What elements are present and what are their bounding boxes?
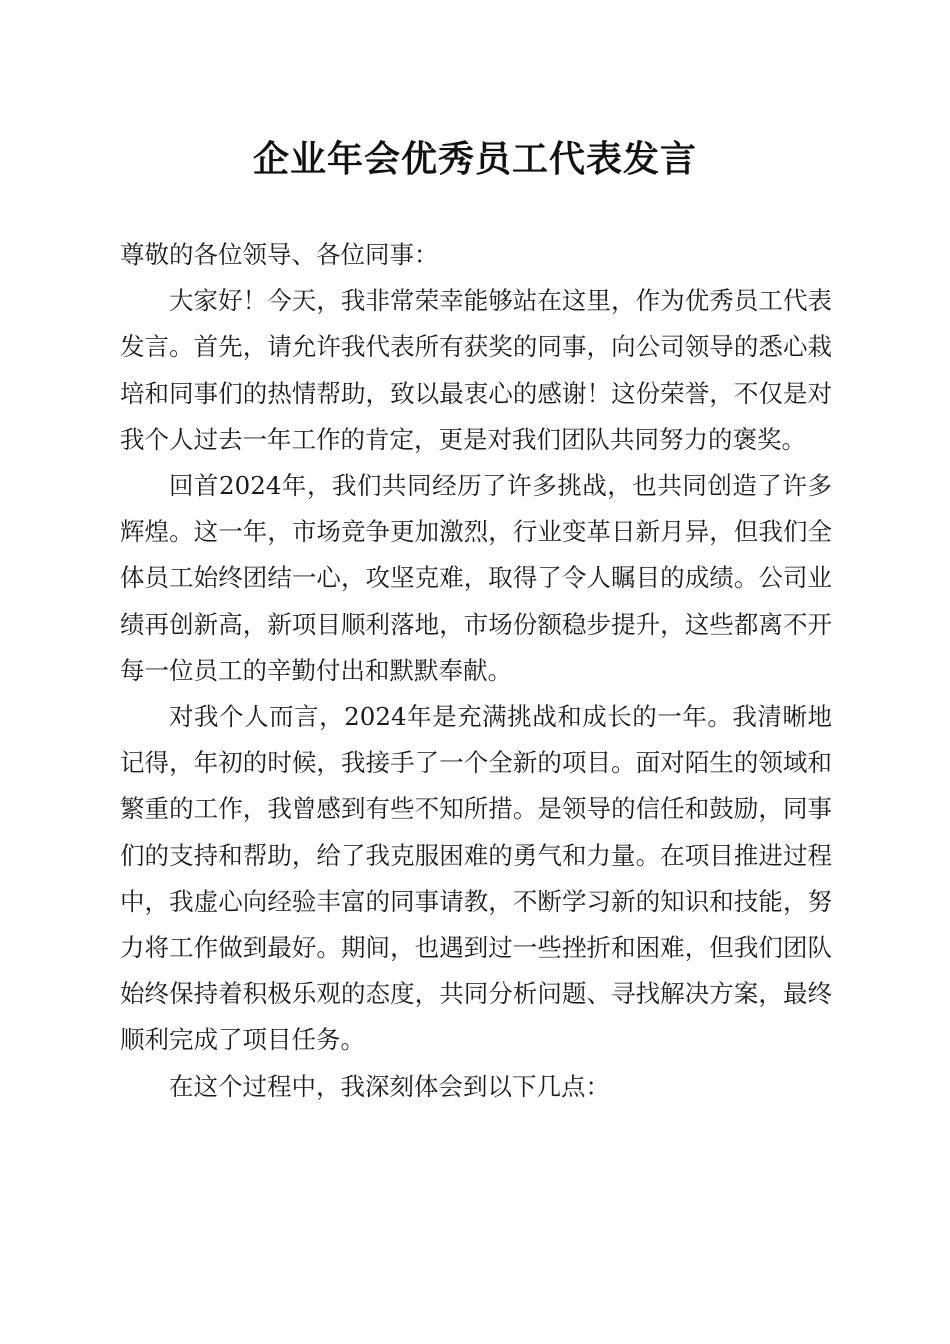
salutation: 尊敬的各位领导、各位同事： [120,240,439,269]
document-title: 企业年会优秀员工代表发言 [252,138,697,180]
document-body [120,232,832,1110]
paragraph-lessons-intro: 在这个过程中，我深刻体会到以下几点： [169,1071,610,1101]
paragraph-personal-growth: 对我个人而言，2024年是充满挑战和成长的一年。我清晰地记得，年初的时候，我接手了一个全新的项目。面对陌生的领域和繁重的工作，我曾感到有些不知所措。是领导的信任和鼓励，同事们的支持和帮助，给了我克服困难的勇气和力量。在项目推进过程中，我虚心向经验丰富的同事请教，不断学习新的知识和技能，努力将工作做到最好。期间，也遇到过一些挫折和困难，但我们团队始终保持着积极乐观的态度，共同分析问题、寻找解决方案，最终顺利完成了项目任务。 [120,702,832,1055]
paragraph-thanks: 大家好！今天，我非常荣幸能够站在这里，作为优秀员工代表发言。首先，请允许我代表所有获奖的同事，向公司领导的悉心栽培和同事们的热情帮助，致以最衷心的感谢！这份荣誉，不仅是对我个人过去一年工作的肯定，更是对我们团队共同努力的褒奖。 [120,286,832,454]
paragraph-review-2024: 回首2024年，我们共同经历了许多挑战，也共同创造了许多辉煌。这一年，市场竞争更加激烈，行业变革日新月异，但我们全体员工始终团结一心，攻坚克难，取得了令人瞩目的成绩。公司业绩再创新高，新项目顺利落地，市场份额稳步提升，这些都离不开每一位员工的辛勤付出和默默奉献。 [120,471,832,685]
